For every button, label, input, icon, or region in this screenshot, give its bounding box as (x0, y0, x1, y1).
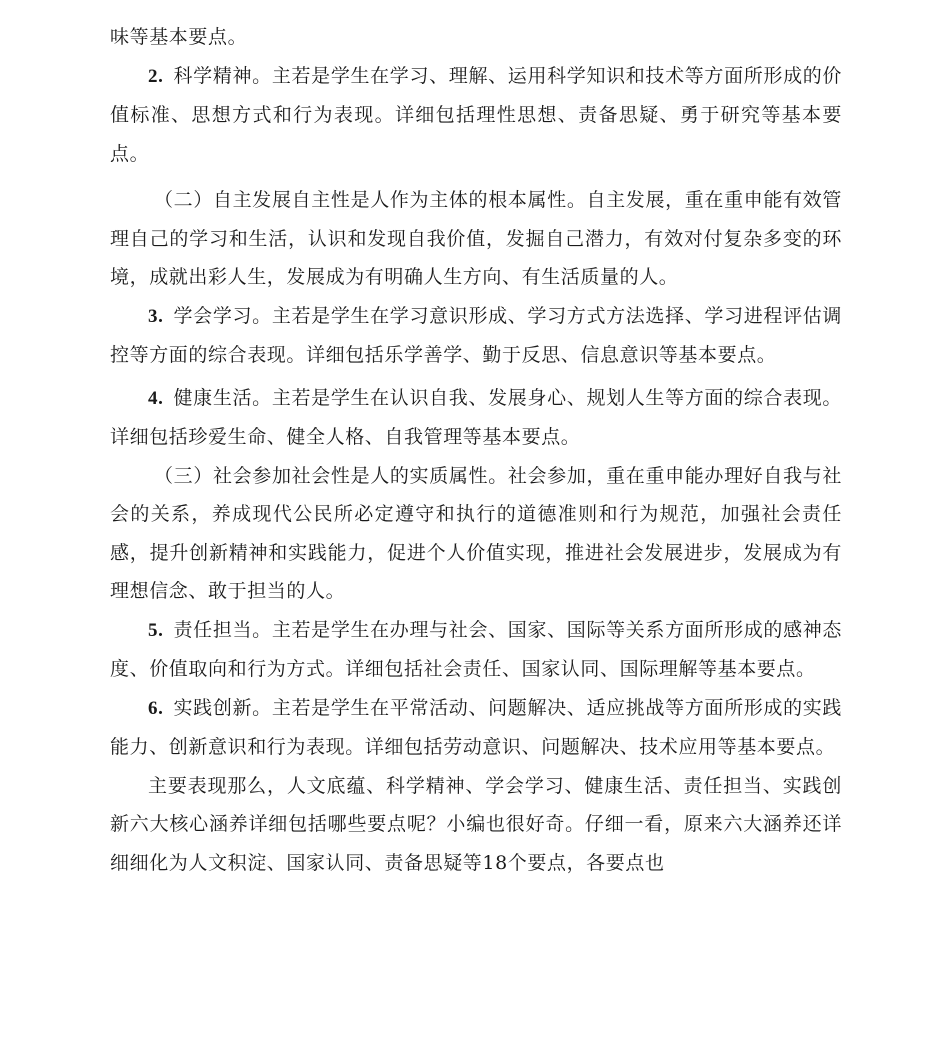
paragraph-text: 味等基本要点。 (110, 26, 248, 48)
item-number: 4. (148, 387, 164, 409)
paragraph-text: 学会学习。主若是学生在学习意识形成、学习方式方法选择、学习进程评估调控等方面的综合表现。详细包括乐学善学、勤于反思、信息意识等基本要点。 (110, 304, 842, 366)
document-body (110, 18, 842, 882)
paragraph-text: 实践创新。主若是学生在平常活动、问题解决、适应挑战等方面所形成的实践能力、创新意识和行为表现。详细包括劳动意识、问题解决、技术应用等基本要点。 (110, 696, 842, 758)
paragraph-text: （三）社会参加社会性是人的实质属性。社会参加，重在重申能办理好自我与社会的关系，养成现代公民所必定遵守和执行的道德准则和行为规范，加强社会责任感，提升创新精神和实践能力，促进个人价值实现，推进社会发展进步，发展成为有理想信念、敢于担当的人。 (110, 464, 842, 602)
paragraph-text: （二）自主发展自主性是人作为主体的根本属性。自主发展，重在重申能有效管理自己的学习和生活，认识和发现自我价值，发掘自己潜力，有效对付复杂多变的环境，成就出彩人生，发展成为有明确人生方向、有生活质量的人。 (110, 189, 842, 288)
paragraph-healthy-life (110, 379, 842, 457)
paragraph-learning (110, 297, 842, 375)
paragraph-text: 责任担当。主若是学生在办理与社会、国家、国际等关系方面所形成的感神态度、价值取向和行为方式。详细包括社会责任、国家认同、国际理解等基本要点。 (110, 618, 842, 680)
paragraph-continuation (110, 18, 842, 57)
paragraph-practice-innovation (110, 689, 842, 767)
paragraph-section-two (110, 181, 842, 297)
paragraph-text: 科学精神。主若是学生在学习、理解、运用科学知识和技术等方面所形成的价值标准、思想方式和行为表现。详细包括理性思想、责备思疑、勇于研究等基本要点。 (110, 64, 842, 165)
paragraph-summary (110, 767, 842, 883)
paragraph-responsibility (110, 611, 842, 689)
paragraph-science-spirit (110, 57, 842, 174)
item-number: 3. (148, 305, 164, 327)
item-number: 5. (148, 619, 164, 641)
paragraph-text: 主要表现那么，人文底蕴、科学精神、学会学习、健康生活、责任担当、实践创新六大核心涵养详细包括哪些要点呢？小编也很好奇。仔细一看，原来六大涵养还详细细化为人文积淀、国家认同、责备思疑等18个要点，各要点也 (110, 774, 842, 874)
paragraph-text: 健康生活。主若是学生在认识自我、发展身心、规划人生等方面的综合表现。详细包括珍爱生命、健全人格、自我管理等基本要点。 (110, 386, 842, 448)
item-number: 6. (148, 697, 164, 719)
paragraph-section-three (110, 457, 842, 611)
item-number: 2. (148, 65, 164, 87)
